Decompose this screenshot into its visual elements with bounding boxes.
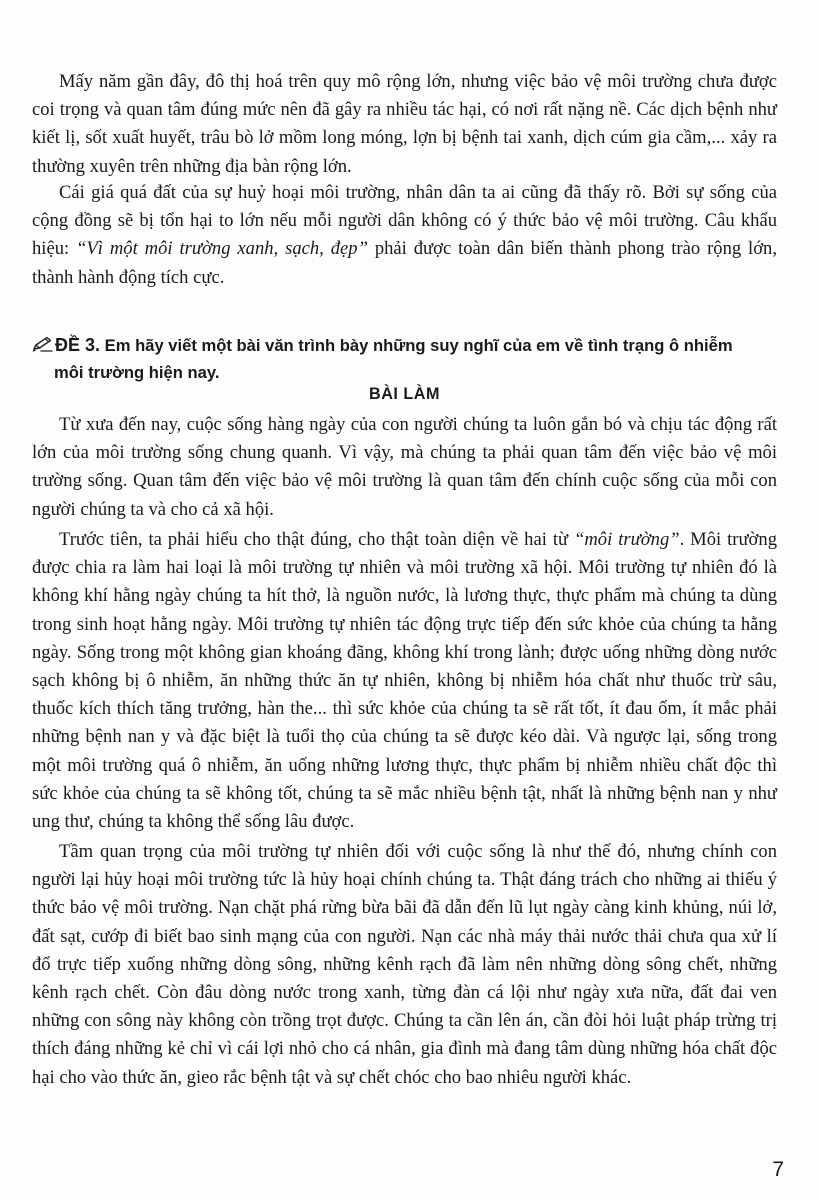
text-run: . Môi trường được chia ra làm hai loại là môi trường tự nhiên và môi trường xã hội. Môi trường tự nhiên đó là không khí hằng ngày chúng ta hít thở, là nguồn nước, là lương thực, thực phẩm mà chúng ta dùng trong sinh hoạt hằng ngày. Môi trường tự nhiên tác động trực tiếp đến sức khỏe của chúng ta hằng ngày. Sống trong một không gian khoáng đãng, không khí trong lành; được uống những dòng nước sạch không bị ô nhiễm, ăn những thức ăn tự nhiên, không bị nhiễm hóa chất như thuốc trừ sâu, thuốc kích thích tăng trưởng, hàn the... thì sức khỏe của chúng ta sẽ rất tốt, ít đau ốm, ít mắc phải những bệnh nan y và đặc biệt là tuổi thọ của chúng ta sẽ được kéo dài. Và ngược lại, sống trong một môi trường quá ô nhiễm, ăn uống những lương thực, thực phẩm bị nhiễm nhiều chất độc thì sức khỏe của chúng ta sẽ không tốt, chúng ta sẽ mắc nhiều bệnh tật, nhất là những bệnh nan y như ung thư, chúng ta không thể sống lâu được.: [32, 529, 777, 833]
text-run: phải được toàn dân biến thành phong trào rộng lớn, thành hành động tích cực.: [32, 238, 778, 288]
paragraph-text: Từ xưa đến nay, cuộc sống hàng ngày của con người chúng ta luôn gắn bó và chịu tác động rất lớn của môi trường sống chung quanh. Vì vậy, mà chúng ta phải quan tâm đến việc bảo vệ môi trường sống. Quan tâm đến việc bảo vệ môi trường là quan tâm đến chính cuộc sống của mỗi con người chúng ta và cho cả xã hội.: [32, 414, 777, 520]
page-number: 7: [772, 1158, 784, 1181]
slogan-quote: “Vì một môi trường xanh, sạch, đẹp”: [76, 238, 368, 260]
paragraph-text: [32, 526, 777, 836]
paragraph-text: Mấy năm gần đây, đô thị hoá trên quy mô rộng lớn, nhưng việc bảo vệ môi trường chưa được coi trọng và quan tâm đúng mức nên đã gây ra nhiều tác hại, có nơi rất nặng nề. Các dịch bệnh như kiết lị, sốt xuất huyết, trâu bò lở mồm long móng, lợn bị bệnh tai xanh, dịch cúm gia cầm,... xảy ra thường xuyên trên những địa bàn rộng lớn.: [32, 71, 777, 177]
text-run: Cái giá quá đất của sự huỷ hoại môi trường, nhân dân ta ai cũng đã thấy rõ. Bởi sự sống của cộng đồng sẽ bị tổn hại to lớn nếu mỗi người dân không có ý thức bảo vệ môi trường. Câu khẩu hiệu:: [32, 182, 777, 260]
answer-heading: BÀI LÀM: [369, 385, 440, 403]
paragraph-text: Tầm quan trọng của môi trường tự nhiên đối với cuộc sống là như thế đó, nhưng chính con người lại hủy hoại môi trường tức là hủy hoại chính chúng ta. Thật đáng trách cho những ai thiếu ý thức bảo vệ môi trường. Nạn chặt phá rừng bừa bãi đã dẫn đến lũ lụt ngày càng kinh khủng, núi lở, đất sạt, cướp đi biết bao sinh mạng của con người. Nạn các nhà máy thải nước thải chưa qua xử lí đổ trực tiếp xuống những dòng sông, những kênh rạch đã làm nên những dòng sông chết, những kênh rạch chết. Còn đâu dòng nước trong xanh, từng đàn cá lội như ngày xưa nữa, đất đai ven những con sông này không còn trồng trọt được. Chúng ta cần lên án, cần đòi hỏi luật pháp trừng trị thích đáng những kẻ chỉ vì cái lợi nhỏ cho cá nhân, gia đình mà đang tâm dùng những hóa chất độc hại cho vào thức ăn, gieo rắc bệnh tật và sự chết chóc cho bao nhiêu người khác.: [32, 841, 777, 1088]
answer-paragraph-1: [32, 411, 777, 524]
exercise-label: ĐỀ 3.: [55, 335, 101, 355]
term-quote: “môi trường”: [574, 529, 680, 550]
text-run: Trước tiên, ta phải hiểu cho thật đúng, cho thật toàn diện về hai từ: [59, 529, 575, 550]
intro-paragraph-2: [32, 179, 777, 292]
exercise-line-2: môi trường hiện nay.: [54, 363, 220, 382]
answer-paragraph-3: [32, 838, 777, 1092]
paragraph-text: [32, 179, 777, 292]
intro-paragraph-1: [32, 68, 777, 181]
exercise-prompt-text: Em hãy viết một bài văn trình bày những suy nghĩ của em về tình trạng ô nhiễm: [100, 336, 733, 355]
exercise-line-1: [32, 332, 777, 359]
answer-paragraph-2: [32, 526, 777, 836]
exercise-prompt: [32, 332, 777, 386]
pen-icon: [32, 333, 53, 349]
